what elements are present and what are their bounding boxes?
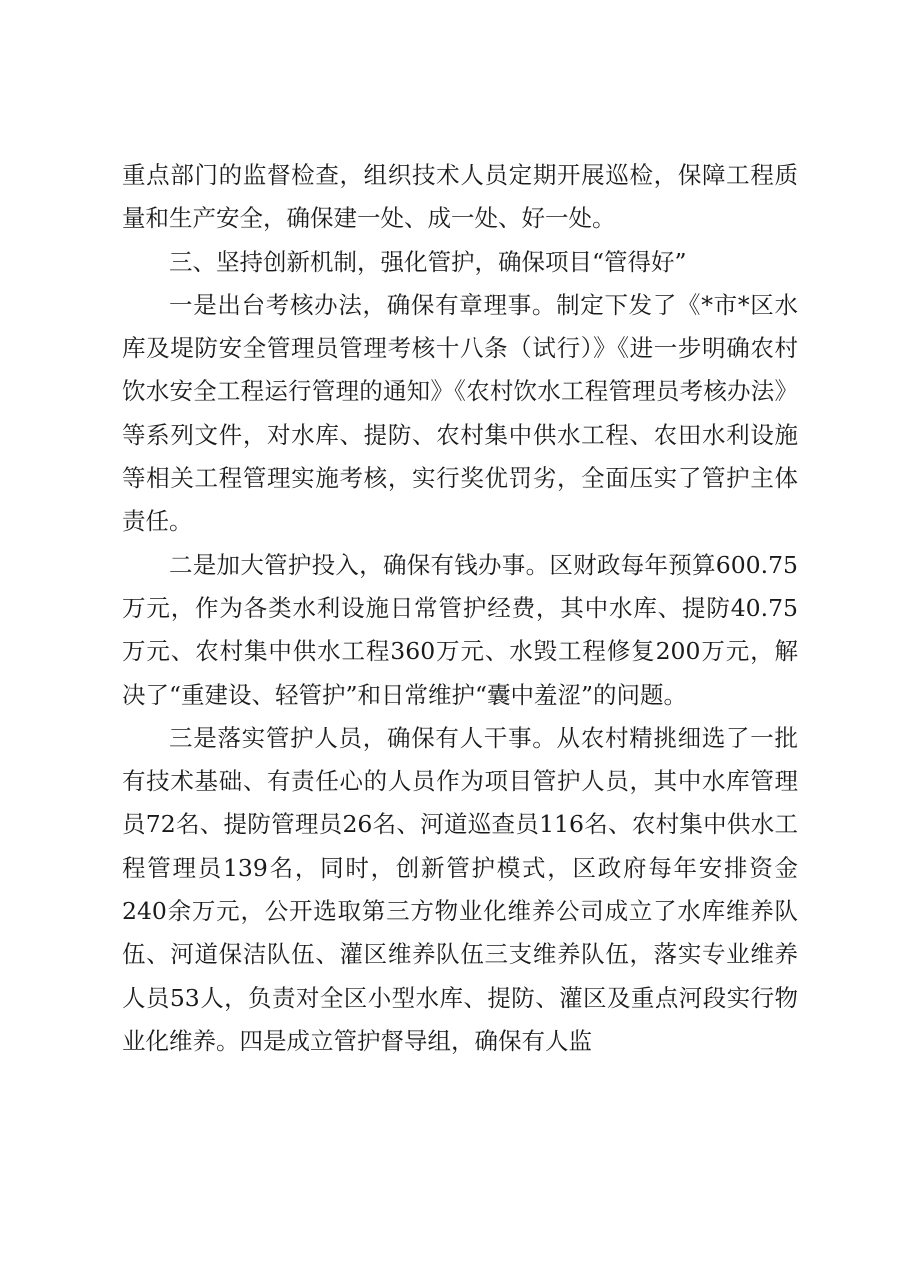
- paragraph-personnel: 三是落实管护人员，确保有人干事。从农村精挑细选了一批有技术基础、有责任心的人员作为项目管护人员，其中水库管理员72名、提防管理员26名、河道巡查员116名、农村集中供水工程管理员139名，同时，创新管护模式，区政府每年安排资金240余万元，公开选取第三方物业化维养公司成立了水库维养队伍、河道保洁队伍、灌区维养队伍三支维养队伍，落实专业维养人员53人，负责对全区小型水库、提防、灌区及重点河段实行物业化维养。四是成立管护督导组，确保有人监: [122, 723, 798, 1055]
- paragraph-assessment-measures: 一是出台考核办法，确保有章理事。制定下发了《*市*区水库及堤防安全管理员管理考核十八条（试行）》《进一步明确农村饮水安全工程运行管理的通知》《农村饮水工程管理员考核办法》等系列文件，对水库、提防、农村集中供水工程、农田水利设施等相关工程管理实施考核，实行奖优罚劣，全面压实了管护主体责任。: [122, 290, 798, 536]
- section-heading: 三、坚持创新机制，强化管护，确保项目“管得好”: [169, 247, 687, 276]
- paragraph-continuation: 重点部门的监督检查，组织技术人员定期开展巡检，保障工程质量和生产安全，确保建一处、成一处、好一处。: [122, 161, 798, 233]
- document-body: [122, 154, 798, 1063]
- paragraph-funding: 二是加大管护投入，确保有钱办事。区财政每年预算600.75万元，作为各类水利设施日常管护经费，其中水库、提防40.75万元、农村集中供水工程360万元、水毁工程修复200万元，解决了“重建设、轻管护”和日常维护“囊中羞涩”的问题。: [122, 550, 798, 709]
